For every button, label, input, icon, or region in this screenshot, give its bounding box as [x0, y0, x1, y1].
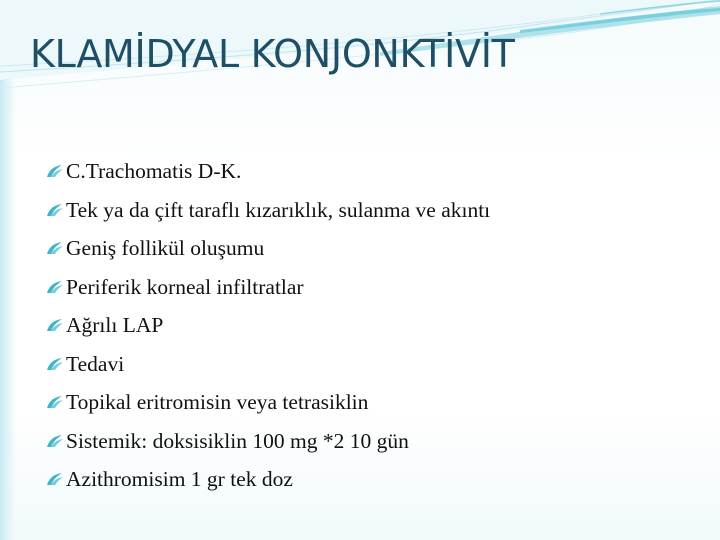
- bullet-text: Periferik korneal infiltratlar: [66, 274, 304, 299]
- wing-bullet-icon: [46, 345, 64, 384]
- wing-bullet-icon: [46, 268, 64, 307]
- bullet-item: [44, 152, 490, 191]
- bullet-text: Tek ya da çift taraflı kızarıklık, sulanma ve akıntı: [66, 197, 491, 222]
- bullet-text: Geniş follikül oluşumu: [66, 236, 265, 260]
- bullet-text: Ağrılı LAP: [66, 313, 164, 337]
- bullet-item: [44, 306, 490, 345]
- bullet-text: Topikal eritromisin veya tetrasiklin: [66, 390, 369, 414]
- bullet-text: Sistemik: doksisiklin 100 mg *2 10 gün: [66, 428, 409, 453]
- bullet-text: Tedavi: [66, 351, 125, 376]
- wing-bullet-icon: [46, 460, 64, 499]
- bullet-item: [44, 345, 490, 384]
- bullet-item: [44, 383, 490, 422]
- bullet-item: [44, 422, 490, 461]
- wing-bullet-icon: [46, 306, 64, 345]
- bullet-item: [44, 460, 490, 499]
- wing-bullet-icon: [46, 152, 64, 191]
- slide-title: KLAMİDYAL KONJONKTİVİT: [30, 32, 515, 76]
- bullet-item: [44, 268, 490, 307]
- bullet-list: [44, 152, 490, 499]
- bullet-text: Azithromisim 1 gr tek doz: [66, 467, 293, 491]
- wing-bullet-icon: [46, 383, 64, 422]
- bullet-text: C.Trachomatis D-K.: [66, 159, 242, 183]
- wing-bullet-icon: [46, 229, 64, 268]
- bullet-item: [44, 229, 490, 268]
- wing-bullet-icon: [46, 191, 64, 230]
- wing-bullet-icon: [46, 422, 64, 461]
- bullet-item: [44, 191, 490, 230]
